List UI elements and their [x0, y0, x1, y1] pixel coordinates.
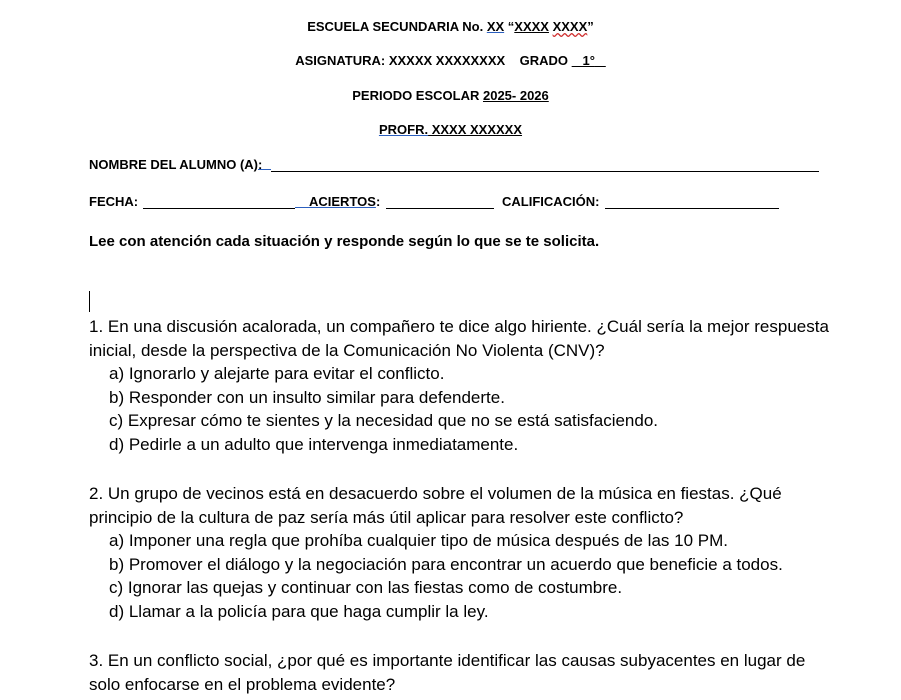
teacher-abbr: PROFR.: [378, 122, 429, 137]
date-label: FECHA:: [89, 194, 139, 209]
answer-option[interactable]: a) Imponer una regla que prohíba cualquier tipo de música después de las 10 PM.: [109, 531, 728, 550]
hits-label: ACIERTOS: [309, 194, 376, 209]
teacher-line: [0, 122, 901, 138]
hits-field[interactable]: [386, 208, 494, 209]
answer-option[interactable]: c) Ignorar las quejas y continuar con las fiestas como de costumbre.: [109, 578, 623, 597]
answer-option[interactable]: c) Expresar cómo te sientes y la necesidad que no se está satisfaciendo.: [109, 411, 659, 430]
student-name-label: NOMBRE DEL ALUMNO (A):: [89, 157, 263, 172]
question-stem: 1. En una discusión acalorada, un compañero te dice algo hiriente. ¿Cuál sería la mejor respuesta inicial, desde la perspectiva de la Comunicación No Violenta (CNV)?: [89, 317, 829, 360]
hits-colon: :: [375, 194, 381, 209]
teacher-name: XXXX XXXXXX: [428, 122, 523, 137]
text-cursor: [89, 291, 90, 312]
question-3: [89, 649, 839, 696]
grade-label: GRADO: [519, 53, 569, 68]
hits-blank-mark: [295, 207, 309, 208]
school-name-b: XXXX: [552, 19, 588, 34]
grade-field-label: CALIFICACIÓN:: [502, 194, 600, 209]
grade-field[interactable]: [605, 208, 779, 209]
question-stem: 3. En un conflicto social, ¿por qué es importante identificar las causas subyacentes en lugar de solo enfocarse en el problema evidente?: [89, 651, 806, 694]
answer-option[interactable]: d) Pedirle a un adulto que intervenga inmediatamente.: [109, 434, 519, 454]
answer-option[interactable]: b) Promover el diálogo y la negociación para encontrar un acuerdo que beneficie a todos.: [109, 554, 783, 574]
student-name-field[interactable]: [271, 171, 819, 172]
school-name-open-quote: “: [504, 19, 515, 34]
school-name-a: XXXX: [514, 19, 549, 34]
school-name-close-quote: ”: [587, 19, 594, 34]
period-label: PERIODO ESCOLAR: [352, 88, 483, 103]
school-prefix: ESCUELA SECUNDARIA No.: [307, 19, 487, 34]
period-value: 2025- 2026: [482, 88, 549, 103]
question-stem: 2. Un grupo de vecinos está en desacuerdo sobre el volumen de la música en fiestas. ¿Qué principio de la cultura de paz sería más útil aplicar para resolver este conflicto?: [89, 484, 782, 527]
instructions: Lee con atención cada situación y responde según lo que se te solicita.: [89, 233, 600, 250]
teacher-text: [379, 122, 522, 137]
period-line: [0, 88, 901, 104]
student-name-cursor-mark: [258, 169, 271, 170]
date-field[interactable]: [143, 208, 295, 209]
hits-label-wrap: [309, 194, 380, 210]
subject-label: ASIGNATURA: XXXXX XXXXXXXX: [295, 53, 506, 68]
question-1: [89, 315, 839, 456]
school-number: XX: [486, 19, 505, 34]
subject-line: [0, 53, 901, 69]
grade-blank: [572, 53, 606, 68]
answer-option[interactable]: b) Responder con un insulto similar para defenderte.: [109, 387, 505, 407]
grade-value: 1°: [582, 53, 595, 68]
question-2: [89, 482, 839, 623]
school-line: [0, 19, 901, 35]
answer-option[interactable]: a) Ignorarlo y alejarte para evitar el conflicto.: [109, 364, 445, 383]
answer-option[interactable]: d) Llamar a la policía para que haga cumplir la ley.: [109, 601, 489, 621]
